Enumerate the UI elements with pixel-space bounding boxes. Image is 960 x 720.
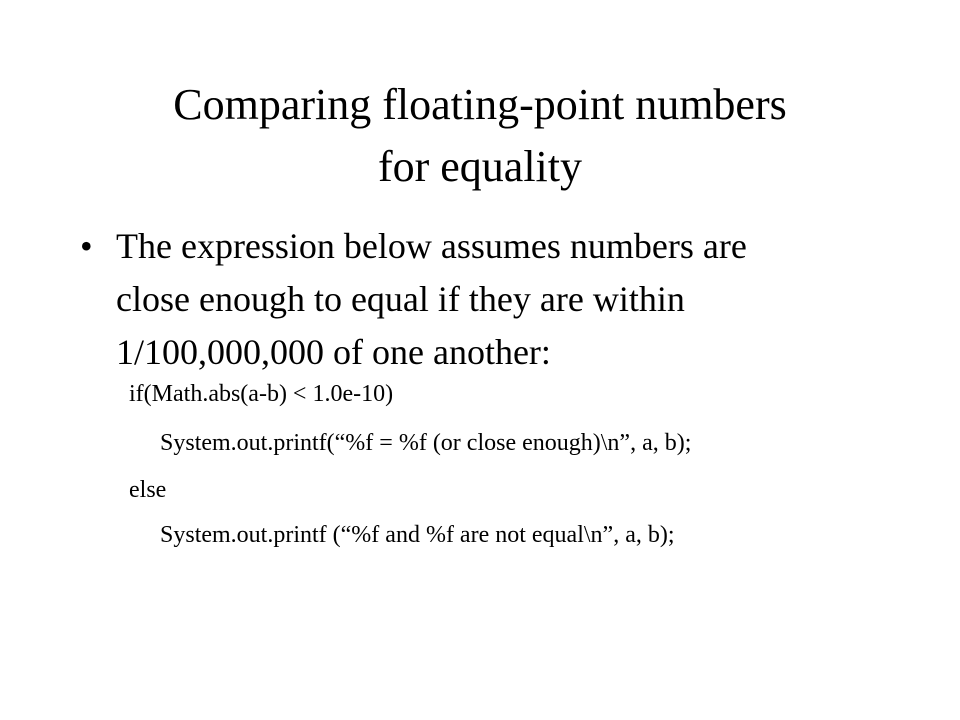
code-line-printf-equal: System.out.printf(“%f = %f (or close enough)\n”, a, b); [160,430,692,456]
bullet-text-line-2: close enough to equal if they are within [116,279,685,319]
bullet-text [116,220,876,379]
bullet-marker: • [80,226,93,266]
code-line-else: else [129,477,167,503]
bullet-text-line-1: The expression below assumes numbers are [116,226,747,266]
bullet-text-line-3: 1/100,000,000 of one another: [116,332,551,372]
slide-title-line-2: for equality [377,142,583,191]
code-line-if: if(Math.abs(a-b) < 1.0e-10) [129,381,394,407]
code-line-printf-not-equal: System.out.printf (“%f and %f are not equal\n”, a, b); [160,522,675,548]
slide-title-line-1: Comparing floating-point numbers [173,80,787,129]
slide-title [60,74,900,198]
